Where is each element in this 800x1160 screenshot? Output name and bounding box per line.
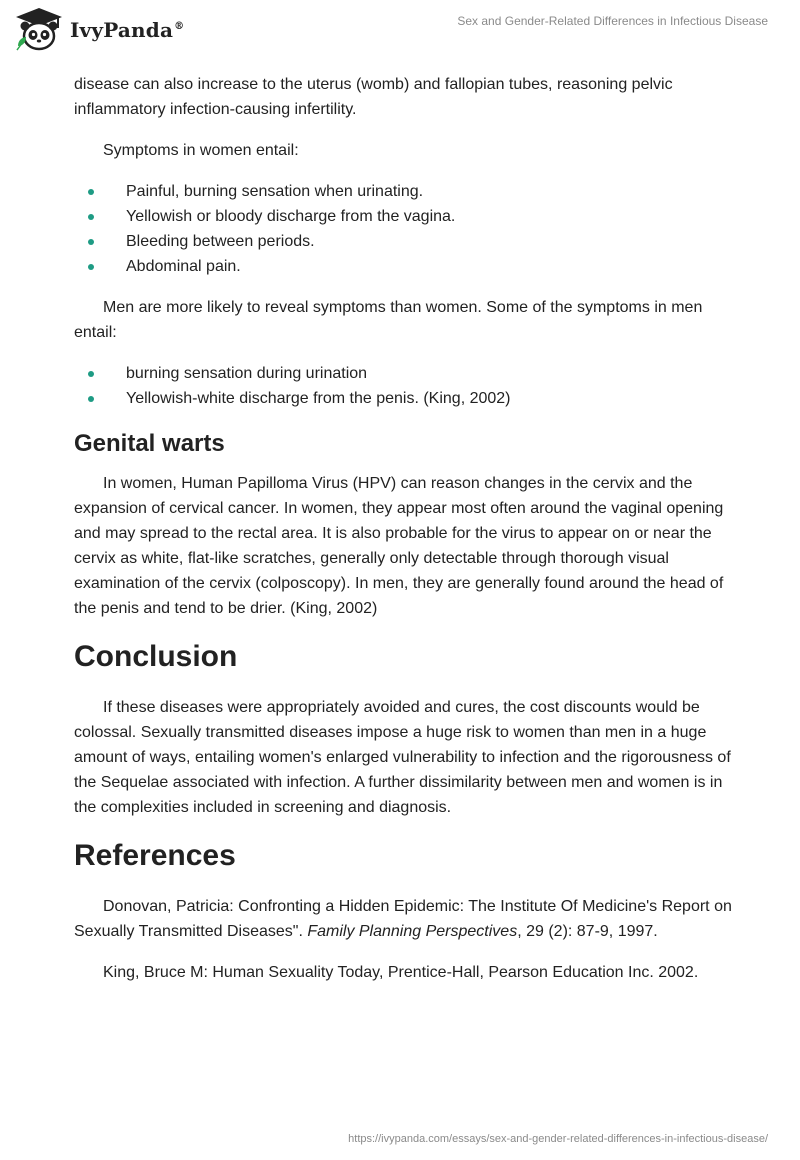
genital-warts-paragraph: In women, Human Papilloma Virus (HPV) can reason changes in the cervix and the expansion of cervical cancer. In women, they appear most often around the vaginal opening and may spread to the rectal area. It is also probable for the virus to appear on or near the cervix as white, flat-like scratches, generally only detectable through thorough visual examination of the cervix (colposcopy). In men, they are generally found around the head of the penis and tend to be drier. (King, 2002) xyxy=(74,475,724,617)
bullet-dot-icon xyxy=(88,239,94,245)
ivypanda-logo[interactable] xyxy=(14,6,184,52)
list-item: Yellowish-white discharge from the penis. (King, 2002) xyxy=(74,386,734,411)
list-item: burning sensation during urination xyxy=(74,361,734,386)
bullet-dot-icon xyxy=(88,214,94,220)
conclusion-heading: Conclusion xyxy=(74,640,238,673)
women-symptoms-list xyxy=(74,179,734,279)
logo-wordmark: IvyPanda® xyxy=(70,18,185,42)
registered-mark: ® xyxy=(174,21,185,33)
bullet-dot-icon xyxy=(88,264,94,270)
genital-warts-heading: Genital warts xyxy=(74,430,225,457)
reference-entry: Donovan, Patricia: Confronting a Hidden Epidemic: The Institute Of Medicine's Report on Sexually Transmitted Diseases". Family Planning Perspectives, 29 (2): 87-9, 1997. xyxy=(74,898,732,940)
list-item: Yellowish or bloody discharge from the vagina. xyxy=(74,204,734,229)
document-title: Sex and Gender-Related Differences in Infectious Disease xyxy=(457,14,768,28)
essay-content xyxy=(74,72,734,1001)
page-header xyxy=(0,0,800,60)
conclusion-paragraph: If these diseases were appropriately avoided and cures, the cost discounts would be colossal. Sexually transmitted diseases impose a huge risk to women than men in a huge amount of ways, entailing women's enlarged vulnerability to infection and the rigorousness of the Sequelae associated with infection. A further dissimilarity between men and women is in the complexities included in screening and diagnosis. xyxy=(74,699,731,816)
bullet-dot-icon xyxy=(88,396,94,402)
bullet-dot-icon xyxy=(88,189,94,195)
bullet-dot-icon xyxy=(88,371,94,377)
footer-url-link[interactable]: https://ivypanda.com/essays/sex-and-gender-related-differences-in-infectious-disease/ xyxy=(348,1133,768,1145)
list-item: Abdominal pain. xyxy=(74,254,734,279)
continued-paragraph: disease can also increase to the uterus (womb) and fallopian tubes, reasoning pelvic inflammatory infection-causing infertility. xyxy=(74,76,673,118)
men-symptoms-intro: Men are more likely to reveal symptoms than women. Some of the symptoms in men entail: xyxy=(74,299,703,341)
women-symptoms-intro: Symptoms in women entail: xyxy=(103,142,299,159)
list-item: Painful, burning sensation when urinating. xyxy=(74,179,734,204)
list-item: Bleeding between periods. xyxy=(74,229,734,254)
references-heading: References xyxy=(74,839,236,872)
panda-graduate-icon xyxy=(14,6,64,52)
men-symptoms-list xyxy=(74,361,734,411)
reference-entry: King, Bruce M: Human Sexuality Today, Prentice-Hall, Pearson Education Inc. 2002. xyxy=(103,964,699,981)
